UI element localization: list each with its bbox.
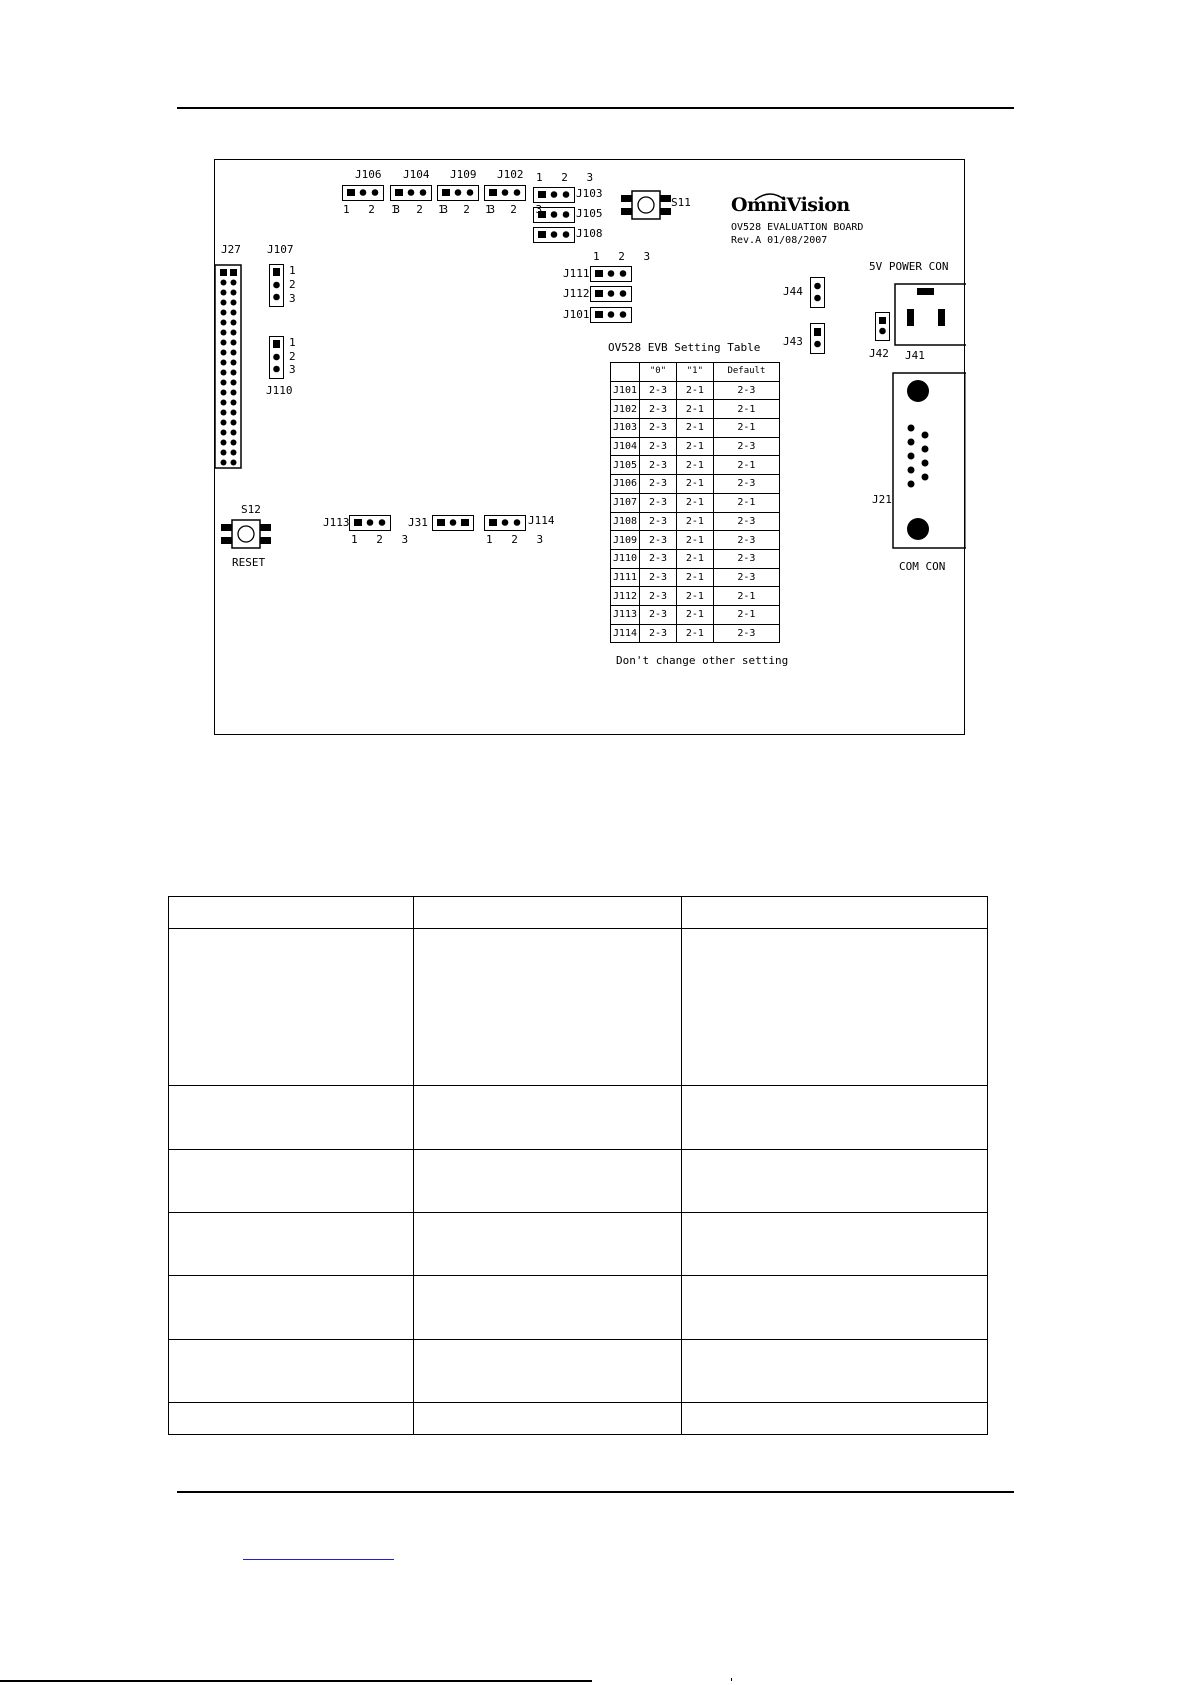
table-cell: [413, 1150, 682, 1213]
settings-jumper-cell: J104: [611, 437, 640, 456]
table-cell: [413, 1213, 682, 1276]
table-cell: [169, 897, 414, 929]
j27-pin: [220, 269, 227, 276]
j27-pin: [231, 440, 237, 446]
j27-pin: [221, 340, 227, 346]
settings-value-cell: 2-1: [676, 605, 713, 624]
settings-value-cell: 2-3: [640, 624, 677, 643]
header-j42: [875, 312, 890, 341]
table-row: [169, 1150, 988, 1213]
table-cell: [682, 929, 988, 1086]
settings-jumper-cell: J103: [611, 419, 640, 438]
j27-pin: [231, 320, 237, 326]
table-cell: [682, 897, 988, 929]
label-j110-pin2: 2: [289, 350, 296, 363]
table-cell: [682, 1403, 988, 1435]
settings-row: [611, 456, 780, 475]
settings-value-cell: 2-3: [640, 605, 677, 624]
settings-value-cell: 2-1: [713, 456, 779, 475]
j27-pin: [221, 450, 227, 456]
settings-jumper-cell: J111: [611, 568, 640, 587]
settings-row: [611, 475, 780, 494]
label-j44: J44: [783, 285, 803, 298]
pin-numbers-j103-group: 1 2 3: [536, 171, 600, 184]
footer-rule: [177, 1491, 1014, 1493]
label-j108: J108: [576, 227, 603, 240]
settings-row: [611, 493, 780, 512]
table-row: [169, 897, 988, 929]
settings-row: [611, 381, 780, 400]
table-cell: [413, 1276, 682, 1340]
settings-value-cell: 2-1: [676, 531, 713, 550]
table-cell: [682, 1340, 988, 1403]
settings-header-cell: "0": [640, 363, 677, 382]
settings-value-cell: 2-3: [713, 568, 779, 587]
settings-value-cell: 2-3: [713, 475, 779, 494]
page-bottom-tick: [731, 1678, 732, 1681]
board-layout-drawing: [214, 159, 965, 735]
label-j31: J31: [408, 516, 428, 529]
settings-value-cell: 2-3: [713, 624, 779, 643]
label-j101: J101: [563, 308, 590, 321]
j27-pin: [231, 380, 237, 386]
label-power-con: 5V POWER CON: [869, 260, 949, 273]
table-row: [169, 1403, 988, 1435]
settings-row: [611, 605, 780, 624]
j27-pin: [221, 420, 227, 426]
j27-pin: [221, 410, 227, 416]
label-j113: J113: [323, 516, 350, 529]
settings-value-cell: 2-3: [640, 456, 677, 475]
settings-value-cell: 2-1: [676, 549, 713, 568]
label-j109: J109: [450, 168, 477, 181]
label-j110: J110: [266, 384, 293, 397]
settings-value-cell: 2-3: [640, 531, 677, 550]
label-j21: J21: [872, 493, 892, 506]
j27-pin: [231, 400, 237, 406]
header-j113: [349, 515, 391, 531]
label-j110-pin3: 3: [289, 363, 296, 376]
j27-pin: [231, 420, 237, 426]
header-j107: [269, 264, 284, 307]
j27-pin: [231, 430, 237, 436]
j27-pin: [221, 360, 227, 366]
j27-pin: [221, 310, 227, 316]
header-j44: [810, 277, 825, 308]
label-s11: S11: [671, 196, 691, 209]
settings-row: [611, 531, 780, 550]
j27-pin: [231, 310, 237, 316]
settings-value-cell: 2-1: [713, 493, 779, 512]
label-j106: J106: [355, 168, 382, 181]
table-cell: [169, 1086, 414, 1150]
settings-jumper-cell: J112: [611, 587, 640, 606]
settings-value-cell: 2-3: [640, 419, 677, 438]
omnivision-logo: OmniVision: [731, 194, 850, 216]
pin-numbers-j104: 1 2 3: [391, 203, 455, 216]
settings-header-row: [611, 363, 780, 382]
table-cell: [413, 929, 682, 1086]
settings-value-cell: 2-3: [713, 512, 779, 531]
settings-jumper-cell: J114: [611, 624, 640, 643]
page-bottom-rule: [0, 1680, 592, 1682]
settings-jumper-cell: J105: [611, 456, 640, 475]
j27-pin: [221, 390, 227, 396]
settings-row: [611, 437, 780, 456]
table-cell: [169, 1213, 414, 1276]
settings-value-cell: 2-1: [676, 381, 713, 400]
j27-pin: [221, 290, 227, 296]
label-j111: J111: [563, 267, 590, 280]
settings-jumper-cell: J106: [611, 475, 640, 494]
settings-value-cell: 2-1: [676, 568, 713, 587]
label-j27: J27: [221, 243, 241, 256]
j27-pin: [230, 269, 237, 276]
settings-value-cell: 2-3: [640, 437, 677, 456]
settings-value-cell: 2-1: [676, 456, 713, 475]
settings-value-cell: 2-1: [713, 587, 779, 606]
header-j102: [484, 185, 526, 201]
settings-value-cell: 2-1: [676, 419, 713, 438]
settings-jumper-cell: J101: [611, 381, 640, 400]
board-outline-graphics: [215, 160, 966, 736]
j27-pin: [231, 350, 237, 356]
pin-numbers-j114: 1 2 3: [486, 533, 550, 546]
label-j110-pin1: 1: [289, 336, 296, 349]
j27-pin: [231, 370, 237, 376]
settings-jumper-cell: J109: [611, 531, 640, 550]
settings-value-cell: 2-1: [676, 400, 713, 419]
settings-value-cell: 2-3: [640, 475, 677, 494]
settings-row: [611, 419, 780, 438]
settings-table-body: [611, 381, 780, 643]
j27-pin: [231, 340, 237, 346]
j27-pin: [231, 360, 237, 366]
settings-row: [611, 549, 780, 568]
table-cell: [169, 1276, 414, 1340]
j27-pin: [231, 450, 237, 456]
settings-value-cell: 2-1: [676, 475, 713, 494]
pin-numbers-j111-group: 1 2 3: [593, 250, 657, 263]
settings-value-cell: 2-1: [676, 512, 713, 531]
settings-table: [610, 362, 780, 643]
footer-link[interactable]: [243, 1559, 394, 1560]
j27-pin: [221, 440, 227, 446]
table-cell: [682, 1213, 988, 1276]
eval-board-title: OV528 EVALUATION BOARD: [731, 222, 864, 233]
table-row: [169, 1340, 988, 1403]
settings-row: [611, 624, 780, 643]
table-cell: [413, 1086, 682, 1150]
header-j103: [533, 187, 575, 203]
table-cell: [169, 1403, 414, 1435]
settings-jumper-cell: J108: [611, 512, 640, 531]
j27-pin: [221, 430, 227, 436]
j27-pin: [231, 460, 237, 466]
settings-jumper-cell: J102: [611, 400, 640, 419]
label-j105: J105: [576, 207, 603, 220]
label-j104: J104: [403, 168, 430, 181]
j27-pin: [231, 280, 237, 286]
table-cell: [169, 929, 414, 1086]
label-j102: J102: [497, 168, 524, 181]
label-s12: S12: [241, 503, 261, 516]
header-j109: [437, 185, 479, 201]
table-cell: [682, 1276, 988, 1340]
j27-pin: [231, 390, 237, 396]
label-j112: J112: [563, 287, 590, 300]
j27-pin: [231, 290, 237, 296]
settings-jumper-cell: J110: [611, 549, 640, 568]
label-reset: RESET: [232, 556, 266, 569]
settings-value-cell: 2-3: [713, 549, 779, 568]
settings-header-cell: "1": [676, 363, 713, 382]
label-com-con: COM CON: [899, 560, 946, 573]
label-j114: J114: [528, 514, 555, 527]
empty-table: [168, 896, 988, 1435]
j27-pin: [231, 330, 237, 336]
j27-pin: [231, 300, 237, 306]
label-j107-pin3: 3: [289, 292, 296, 305]
settings-value-cell: 2-3: [640, 381, 677, 400]
pin-numbers-j113: 1 2 3: [351, 533, 415, 546]
table-cell: [413, 897, 682, 929]
label-j43: J43: [783, 335, 803, 348]
settings-value-cell: 2-1: [676, 437, 713, 456]
settings-row: [611, 568, 780, 587]
settings-value-cell: 2-1: [676, 587, 713, 606]
header-j31: [432, 515, 474, 531]
settings-table-title: OV528 EVB Setting Table: [608, 341, 761, 354]
j27-pin: [221, 350, 227, 356]
pin-numbers-j109: 1 2 3: [438, 203, 502, 216]
label-j42: J42: [869, 347, 889, 360]
settings-value-cell: 2-3: [713, 437, 779, 456]
j27-pin: [221, 320, 227, 326]
header-j111: [590, 266, 632, 282]
j27-pin: [221, 280, 227, 286]
settings-row: [611, 400, 780, 419]
settings-value-cell: 2-3: [713, 381, 779, 400]
table-row: [169, 1086, 988, 1150]
header-j112: [590, 286, 632, 302]
table-row: [169, 929, 988, 1086]
label-j107-pin2: 2: [289, 278, 296, 291]
settings-value-cell: 2-1: [713, 605, 779, 624]
settings-jumper-cell: J107: [611, 493, 640, 512]
settings-value-cell: 2-3: [640, 568, 677, 587]
settings-value-cell: 2-3: [640, 512, 677, 531]
header-j114: [484, 515, 526, 531]
settings-value-cell: 2-1: [676, 493, 713, 512]
settings-value-cell: 2-3: [713, 531, 779, 550]
table-cell: [682, 1086, 988, 1150]
settings-value-cell: 2-1: [713, 419, 779, 438]
j27-pin: [221, 370, 227, 376]
table-cell: [169, 1340, 414, 1403]
table-cell: [413, 1403, 682, 1435]
settings-value-cell: 2-3: [640, 587, 677, 606]
settings-value-cell: 2-1: [676, 624, 713, 643]
label-j107-pin1: 1: [289, 264, 296, 277]
j27-pin: [221, 380, 227, 386]
settings-header-cell: [611, 363, 640, 382]
j27-pin: [221, 300, 227, 306]
settings-jumper-cell: J113: [611, 605, 640, 624]
label-j41: J41: [905, 349, 925, 362]
pin-numbers-j102: 1 2 3: [485, 203, 549, 216]
header-j104: [390, 185, 432, 201]
settings-row: [611, 587, 780, 606]
settings-note: Don't change other setting: [616, 654, 789, 667]
settings-value-cell: 2-3: [640, 400, 677, 419]
table-row: [169, 1276, 988, 1340]
settings-row: [611, 512, 780, 531]
j27-pin: [221, 330, 227, 336]
header-j101: [590, 307, 632, 323]
j27-pin: [221, 400, 227, 406]
label-j103: J103: [576, 187, 603, 200]
table-cell: [413, 1340, 682, 1403]
settings-header-cell: Default: [713, 363, 779, 382]
j27-pin: [231, 410, 237, 416]
settings-value-cell: 2-1: [713, 400, 779, 419]
label-j107: J107: [267, 243, 294, 256]
table-row: [169, 1213, 988, 1276]
table-cell: [682, 1150, 988, 1213]
table-cell: [169, 1150, 414, 1213]
header-rule: [177, 107, 1014, 109]
settings-value-cell: 2-3: [640, 549, 677, 568]
header-j110: [269, 336, 284, 379]
settings-value-cell: 2-3: [640, 493, 677, 512]
header-j108: [533, 227, 575, 243]
header-j43: [810, 323, 825, 354]
j27-pin: [221, 460, 227, 466]
header-j106: [342, 185, 384, 201]
pin-numbers-j106: 1 2 3: [343, 203, 407, 216]
board-revision: Rev.A 01/08/2007: [731, 235, 828, 246]
